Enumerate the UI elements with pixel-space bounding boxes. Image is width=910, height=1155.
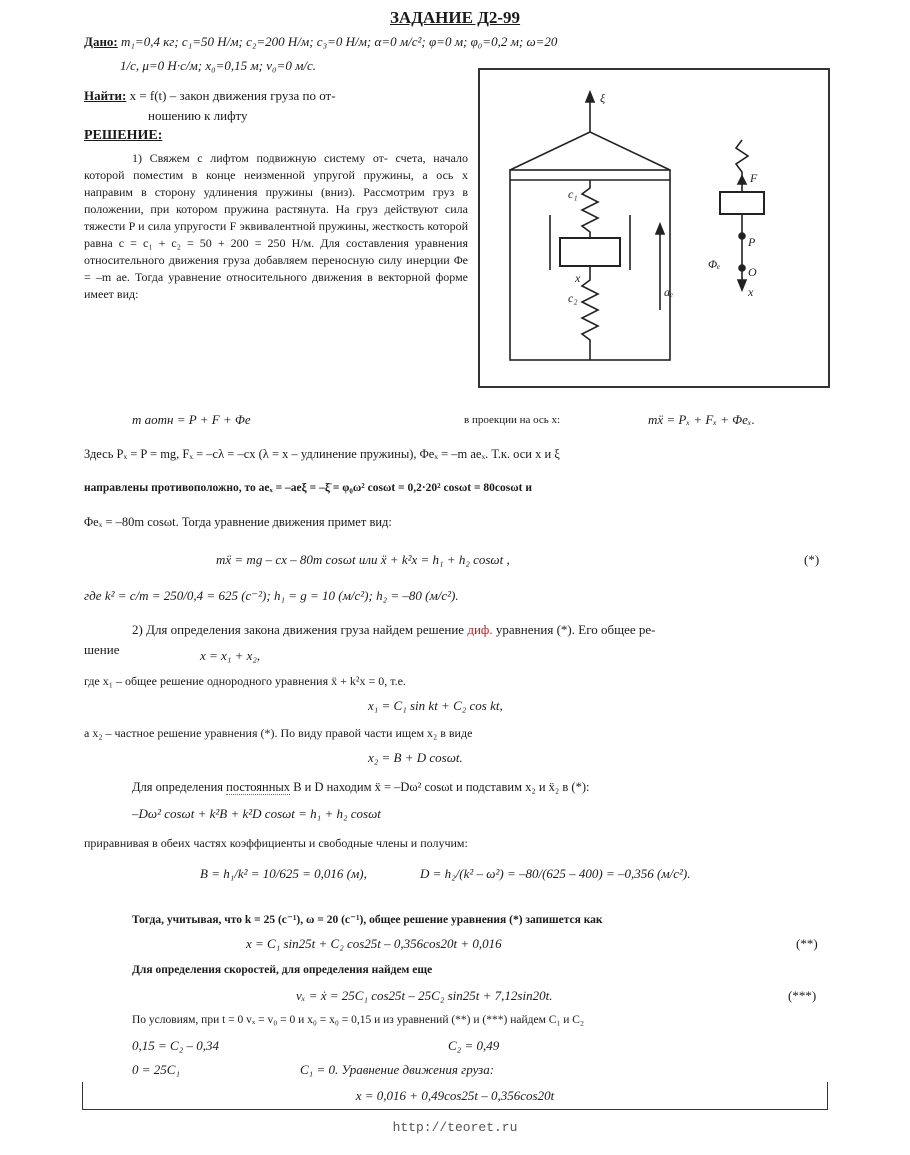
hanger-triangle [510, 132, 670, 170]
fig-label-c2: c₂ [568, 291, 578, 305]
given-line-2: 1/с, μ=0 Н·с/м; x₀=0,15 м; v₀=0 м/с. [120, 58, 317, 73]
fig-label-F: F [750, 171, 758, 185]
paragraph-inertia: Φеₓ = –80m cosωt. Тогда уравнение движения примет вид: [84, 515, 392, 529]
eq-x2: x₂ = B + D cosωt. [368, 750, 463, 765]
constants-text-b: постоянных [226, 780, 291, 794]
fig-label-ksi: ξ [600, 91, 606, 105]
step2-text-c: уравнения (*). Его общее ре- [492, 622, 656, 637]
paragraph-step2 [132, 622, 655, 638]
step2-text-diff: диф. [467, 622, 493, 637]
conditions-row2-right: C₁ = 0. Уравнение движения груза: [300, 1062, 495, 1077]
page-title: ЗАДАНИЕ Д2-99 [389, 8, 521, 27]
xi-arrow-head [586, 92, 594, 102]
fig-label-x2: x [748, 285, 754, 299]
fbd-block [720, 192, 764, 214]
conditions-row2-left: 0 = 25C₁ [132, 1062, 180, 1077]
paragraph-constants [132, 780, 589, 795]
paragraph-velocity: Для определения скоростей, для определения найдем еще [132, 964, 433, 976]
fig-label-x: x [575, 271, 581, 285]
eq-vector-left: m aотн = P + F + Φе [132, 412, 251, 427]
mechanism-diagram [480, 70, 828, 386]
fig-label-phi: Φₑ [708, 257, 721, 271]
paragraph-acceleration: направлены противоположно, то aеₓ = –aеξ = –ξ̈ = φ₀ω² cosωt = 0,2·20² cosωt = 80cosωt и [84, 482, 532, 494]
fig-label-c1: c₁ [568, 187, 578, 201]
find-text-1: x = f(t) – закон движения груза по от- [129, 88, 336, 103]
eq-velocity-tag: (***) [788, 988, 817, 1003]
constants-text-a: Для определения [132, 780, 227, 794]
step2-text-d: шение [84, 642, 120, 657]
find-label: Найти: [84, 88, 127, 103]
find-text-2: ношению к лифту [148, 108, 248, 123]
conditions-row1-left: 0,15 = C₂ – 0,34 [132, 1038, 219, 1053]
eq-vector-mid: в проекции на ось x: [464, 414, 561, 426]
fig-label-P: P [748, 235, 756, 249]
eq-x1: x₁ = C₁ sin kt + C₂ cos kt, [368, 698, 503, 713]
eq-motion-tag: (*) [804, 552, 820, 567]
given-line-1 [84, 34, 557, 50]
find-line-1 [84, 88, 336, 104]
eq-D: D = h₂/(k² – ω²) = –80/(625 – 400) = –0,356 (м/с²). [420, 866, 691, 881]
given-text-1: m₁=0,4 кг; c₁=50 Н/м; c₂=200 Н/м; c₃=0 Н/м; α=0 м/с²; φ=0 м; φ₀=0,2 м; ω=20 [121, 34, 558, 49]
paragraph-homogeneous: где x₁ – общее решение однородного уравнения ẍ + k²x = 0, т.е. [84, 674, 406, 688]
mass-block [560, 238, 620, 266]
given-label: Дано: [84, 34, 118, 49]
paragraph-intro: 1) Свяжем с лифтом подвижную систему от- счета, начало которой поместим в конце неизменной упругой пружины, а ось x направим в сторону удлинения пружины (вниз). Рассмотрим груз в положении, при котором пружина растянута. На груз действуют сила тяжести P и сила упругости F эквивалентной пружины, жесткость которой равна c = c₁ + c₂ = 50 + 200 = 250 Н/м. Для составления уравнения относительного движения груза добавляем переносную силу инерции Φе = –m aе. Тогда уравнение относительного движения в векторной форме имеет вид: [84, 151, 468, 301]
paragraph-particular: а x₂ – частное решение уравнения (*). По виду правой части ищем x₂ в виде [84, 726, 473, 740]
eq-general: x = x₁ + x₂, [200, 648, 261, 663]
eq-k: где k² = c/m = 250/0,4 = 625 (c⁻²); h₁ = g = 10 (м/с²); h₂ = –80 (м/с²). [84, 588, 459, 603]
solution-label: РЕШЕНИЕ: [84, 128, 163, 143]
final-equation-frame [82, 1082, 828, 1110]
step2-text-a: 2) Для определения закона движения груза найдем решение [132, 622, 468, 637]
fig-label-ae: aₑ [664, 285, 674, 299]
paragraph-coefficients: приравнивая в обеих частях коэффициенты и свободные члены и получим: [84, 836, 468, 850]
fbd-x-arrow [738, 280, 746, 290]
conditions-row1-right: C₂ = 0,49 [448, 1038, 500, 1053]
footer-url[interactable]: http://teoret.ru [392, 1120, 518, 1135]
eq-B: B = h₁/k² = 10/625 = 0,016 (м), [200, 866, 367, 881]
figure-frame [478, 68, 830, 388]
fbd-spring [736, 140, 748, 178]
spring-c1 [582, 180, 598, 238]
eq-velocity: vₓ = ẋ = 25C₁ cos25t – 25C₂ sin25t + 7,12sin20t. [296, 988, 553, 1003]
eq-general-solution: x = C₁ sin25t + C₂ cos25t – 0,356cos20t + 0,016 [246, 936, 502, 951]
eq-vector-right: mẍ = Pₓ + Fₓ + Φеₓ. [648, 412, 755, 427]
paragraph-forces: Здесь Pₓ = P = mg, Fₓ = –cλ = –cx (λ = x – удлинение пружины), Φеₓ = –m aеₓ. Т.к. оси x и ξ [84, 447, 560, 461]
paragraph-initial-conditions: По условиям, при t = 0 vₓ = v₀ = 0 и x₀ = x₀ = 0,15 и из уравнений (**) и (***) найдем C₁ и C₂ [132, 1014, 584, 1026]
spring-c2 [582, 266, 598, 360]
fig-label-O: O [748, 265, 757, 279]
eq-substitution: –Dω² cosωt + k²B + k²D cosωt = h₁ + h₂ cosωt [132, 806, 381, 821]
paragraph-general-solution: Тогда, учитывая, что k = 25 (c⁻¹), ω = 20 (c⁻¹), общее решение уравнения (*) запишется как [132, 914, 603, 926]
eq-general-solution-tag: (**) [796, 936, 818, 951]
constants-text-c: B и D находим ẍ = –Dω² cosωt и подставим x₂ и ẍ₂ в (*): [290, 780, 590, 794]
final-equation: x = 0,016 + 0,49cos25t – 0,356cos20t [355, 1088, 555, 1103]
eq-motion: mẍ = mg – cx – 80m cosωt или ẍ + k²x = h₁ + h₂ cosωt , [216, 552, 510, 567]
